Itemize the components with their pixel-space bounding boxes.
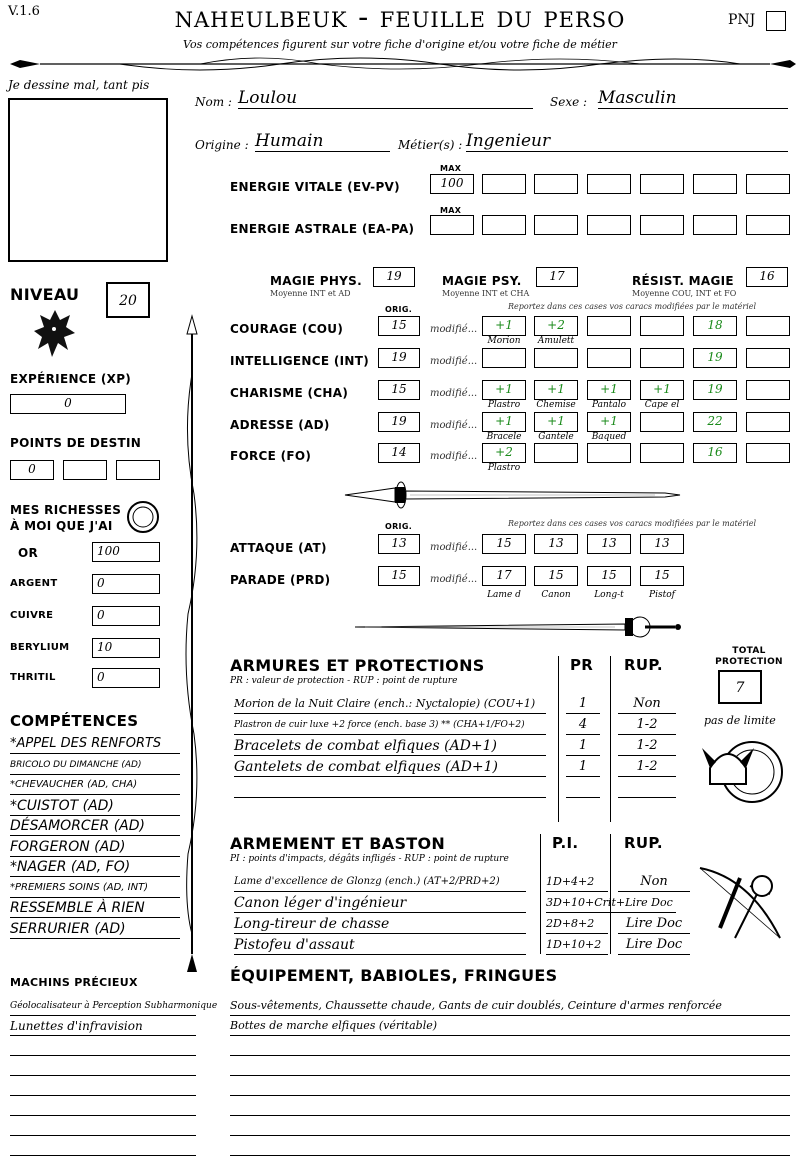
ea-box-1[interactable] [482,215,526,235]
carac-mod[interactable] [587,316,631,336]
carac-extra[interactable] [746,348,790,368]
max-label-ev: MAX [440,164,462,173]
modifie-label: modifié... [430,420,478,431]
skill-item[interactable]: BRICOLO DU DIMANCHE (AD) [10,755,180,775]
carac-mod-source: Morion [487,336,521,346]
machin-item[interactable] [10,1076,196,1096]
carac-label: ADRESSE (AD) [230,418,330,432]
portrait-box[interactable] [8,98,168,262]
carac-mod[interactable]: +1 [587,380,631,400]
magie-phys-note: Moyenne INT et AD [270,289,351,298]
skill-item[interactable]: RESSEMBLE À RIEN [10,898,180,918]
armure-name[interactable]: Gantelets de combat elfiques (AD+1) [234,757,546,777]
carac-mod[interactable] [640,412,684,432]
metier-label: Métier(s) : [398,138,463,152]
equipement-line[interactable] [230,1116,790,1136]
arme-rup[interactable]: Non [618,872,690,892]
armure-pr[interactable]: 1 [566,757,600,777]
origine-label: Origine : [195,138,249,152]
carac-orig[interactable]: 14 [378,443,420,463]
pas-de-limite: pas de limite [704,714,776,727]
carac-report-note: Reportez dans ces cases vos caracs modifiées par le matériel [508,302,757,311]
carac-mod-source: Baqued [591,432,627,442]
arme-rup[interactable]: Lire Doc [618,914,690,934]
arme-name[interactable]: Lame d'excellence de Glonzg (ench.) (AT+2/PRD+2) [234,872,526,892]
weapons-icon [690,858,790,948]
spear-ornament [0,52,800,78]
sexe-label: Sexe : [550,95,588,109]
carac-mod[interactable]: +1 [482,316,526,336]
carac-label: INTELLIGENCE (INT) [230,354,369,368]
ev-box-3[interactable] [587,174,631,194]
carac-label: COURAGE (COU) [230,322,344,336]
carac-mod-source: Chemise [536,400,576,410]
magie-phys-value[interactable]: 19 [373,267,415,287]
armure-name[interactable]: Bracelets de combat elfiques (AD+1) [234,736,546,756]
armement-divider-1 [540,834,541,954]
sexe-field[interactable]: Masculin [598,88,788,109]
sword-divider-icon [335,478,685,512]
total-protection-value[interactable]: 7 [718,670,762,704]
machin-item[interactable] [10,1136,196,1156]
arme-rup[interactable]: Lire Doc [618,935,690,955]
combat-orig[interactable]: 15 [378,566,420,586]
armures-divider-1 [558,656,559,822]
ea-box-5[interactable] [693,215,737,235]
carac-mod-source: Amulett [537,336,575,346]
xp-value[interactable]: 0 [10,394,126,414]
skill-item[interactable]: *NAGER (AD, FO) [10,857,180,877]
skill-item[interactable]: *CHEVAUCHER (AD, CHA) [10,775,180,795]
carac-mod[interactable] [534,443,578,463]
ea-box-6[interactable] [746,215,790,235]
richesses-label: MES RICHESSES À MOI QUE J'AI [10,503,122,533]
skill-item[interactable]: *CUISTOT (AD) [10,796,180,816]
carac-mod[interactable] [640,316,684,336]
sword-divider-2-icon [335,610,685,644]
magie-phys-label: MAGIE PHYS. [270,274,362,288]
arme-pi[interactable]: 3D+10+Crit+Lire Doc [546,893,676,913]
carac-final[interactable]: 22 [693,412,737,432]
armement-note: PI : points d'impacts, dégâts infligés - RUP : point de rupture [230,854,509,864]
machins-label: MACHINS PRÉCIEUX [10,976,138,989]
magie-psy-value[interactable]: 17 [536,267,578,287]
skill-item[interactable]: FORGERON (AD) [10,837,180,857]
combat-value[interactable]: 13 [587,534,631,554]
ea-label: ENERGIE ASTRALE (EA-PA) [230,222,415,236]
carac-final[interactable]: 19 [693,380,737,400]
niveau-label: NIVEAU [10,285,80,304]
sheet-title: naheulbeuk - feuille du perso [174,0,626,35]
carac-extra[interactable] [746,380,790,400]
carac-orig[interactable]: 19 [378,348,420,368]
max-label-ea: MAX [440,206,462,215]
armure-name[interactable]: Morion de la Nuit Claire (ench.: Nyctalopie) (COU+1) [234,694,546,714]
armure-pr[interactable] [566,778,600,798]
carac-mod-source: Pantalo [591,400,627,410]
weapon-column-label: Long-t [594,590,624,600]
armure-pr[interactable]: 1 [566,694,600,714]
modifie-label: modifié... [430,542,478,553]
magie-psy-label: MAGIE PSY. [442,274,522,288]
portrait-caption: Je dessine mal, tant pis [8,78,150,92]
machin-item[interactable] [10,1116,196,1136]
arme-pi[interactable]: 1D+10+2 [546,935,608,955]
armure-name[interactable]: Plastron de cuir luxe +2 force (ench. base 3) ** (CHA+1/FO+2) [234,715,546,735]
carac-final[interactable]: 16 [693,443,737,463]
carac-orig[interactable]: 15 [378,380,420,400]
money-label: ARGENT [10,578,58,589]
armure-rup[interactable]: Non [618,694,676,714]
nom-label: Nom : [195,95,232,109]
combat-label: ATTAQUE (AT) [230,541,327,555]
carac-orig[interactable]: 15 [378,316,420,336]
armures-note: PR : valeur de protection - RUP : point de rupture [230,676,458,686]
equipement-line[interactable]: Sous-vêtements, Chaussette chaude, Gants de cuir doublés, Ceinture d'armes renforcée [230,996,790,1016]
carac-orig-label: ORIG. [385,305,413,314]
carac-orig[interactable]: 19 [378,412,420,432]
armement-title: ARMEMENT ET BASTON [230,834,446,853]
arme-name[interactable]: Long-tireur de chasse [234,914,526,934]
pnj-label: PNJ [728,12,756,28]
carac-mod[interactable]: +1 [640,380,684,400]
destin-box-1[interactable]: 0 [10,460,54,480]
carac-mod-source: Bracele [486,432,522,442]
armure-name[interactable] [234,778,546,798]
money-label: BERYLIUM [10,642,70,653]
carac-mod[interactable]: +1 [534,412,578,432]
money-label: OR [18,546,39,560]
armure-rup[interactable]: 1-2 [618,736,676,756]
skill-item[interactable]: *PREMIERS SOINS (AD, INT) [10,878,180,898]
armement-pi-label: P.I. [552,834,579,852]
carac-mod[interactable] [482,348,526,368]
competences-label: COMPÉTENCES [10,712,139,730]
armures-title: ARMURES ET PROTECTIONS [230,656,485,675]
armure-rup[interactable] [618,778,676,798]
ea-box-2[interactable] [534,215,578,235]
ev-box-5[interactable] [693,174,737,194]
modifie-label: modifié... [430,324,478,335]
money-label: CUIVRE [10,610,54,621]
ev-box-4[interactable] [640,174,684,194]
carac-mod-source: Plastro [487,400,521,410]
combat-label: PARADE (PRD) [230,573,331,587]
weapon-column-label: Lame d [487,590,521,600]
money-value[interactable]: 100 [92,542,160,562]
carac-mod[interactable]: +2 [482,443,526,463]
coin-icon [126,500,160,534]
combat-value[interactable]: 15 [534,566,578,586]
skill-item[interactable]: DÉSAMORCER (AD) [10,816,180,836]
spear-vertical-icon [180,314,204,974]
dragon-icon [30,305,80,365]
ev-box-1[interactable] [482,174,526,194]
carac-mod[interactable]: +1 [587,412,631,432]
armement-rup-label: RUP. [624,834,663,852]
version: V.1.6 [8,4,40,19]
arme-pi[interactable]: 2D+8+2 [546,914,608,934]
modifie-label: modifié... [430,356,478,367]
carac-mod-source: Gantele [538,432,574,442]
destin-box-2[interactable] [63,460,107,480]
carac-mod[interactable] [587,443,631,463]
equipement-line[interactable] [230,1096,790,1116]
ev-label: ENERGIE VITALE (EV-PV) [230,180,400,194]
armure-rup[interactable]: 1-2 [618,757,676,777]
origine-field[interactable]: Humain [255,131,390,152]
carac-mod[interactable] [587,348,631,368]
total-protection-label: TOTAL PROTECTION [715,646,783,667]
machin-item[interactable] [10,1096,196,1116]
helmet-shield-icon [700,728,790,812]
ea-box-4[interactable] [640,215,684,235]
resist-magie-value[interactable]: 16 [746,267,788,287]
arme-name[interactable]: Canon léger d'ingénieur [234,893,526,913]
carac-mod[interactable] [640,443,684,463]
combat-orig[interactable]: 13 [378,534,420,554]
carac-extra[interactable] [746,443,790,463]
combat-value[interactable]: 15 [482,534,526,554]
arme-pi[interactable]: 1D+4+2 [546,872,608,892]
armure-pr[interactable]: 4 [566,715,600,735]
money-value[interactable]: 0 [92,668,160,688]
equipement-line[interactable] [230,1076,790,1096]
combat-value[interactable]: 15 [640,566,684,586]
machin-item[interactable] [10,1036,196,1056]
carac-extra[interactable] [746,412,790,432]
machin-item[interactable]: Géolocalisateur à Perception Subharmonique [10,996,196,1016]
carac-final[interactable]: 19 [693,348,737,368]
ea-box-3[interactable] [587,215,631,235]
carac-label: FORCE (FO) [230,449,312,463]
equipement-line[interactable] [230,1036,790,1056]
arme-name[interactable]: Pistofeu d'assaut [234,935,526,955]
money-label: THRITIL [10,672,56,683]
ev-box-2[interactable] [534,174,578,194]
money-value[interactable]: 0 [92,574,160,594]
modifie-label: modifié... [430,388,478,399]
money-value[interactable]: 0 [92,606,160,626]
metier-field[interactable]: Ingenieur [466,131,788,152]
equipement-line[interactable]: Bottes de marche elfiques (véritable) [230,1016,790,1036]
combat-value[interactable]: 13 [640,534,684,554]
sheet-subtitle: Vos compétences figurent sur votre fiche d'origine et/ou votre fiche de métier [183,38,617,51]
carac-extra[interactable] [746,316,790,336]
equipement-title: ÉQUIPEMENT, BABIOLES, FRINGUES [230,966,558,985]
combat-value[interactable]: 17 [482,566,526,586]
armures-rup-label: RUP. [624,656,663,674]
carac-mod[interactable]: +1 [534,380,578,400]
carac-mod-source: Cape el [644,400,680,410]
resist-magie-note: Moyenne COU, INT et FO [632,289,737,298]
destin-box-3[interactable] [116,460,160,480]
weapon-column-label: Pistof [649,590,675,600]
armure-pr[interactable]: 1 [566,736,600,756]
carac-mod[interactable]: +1 [482,380,526,400]
equipement-line[interactable] [230,1056,790,1076]
combat-value[interactable]: 15 [587,566,631,586]
ea-max-box[interactable] [430,215,474,235]
carac-mod-source: Plastro [487,463,521,473]
armure-rup[interactable]: 1-2 [618,715,676,735]
machin-item[interactable] [10,1056,196,1076]
carac-mod[interactable]: +2 [534,316,578,336]
destin-label: POINTS DE DESTIN [10,436,142,450]
machin-item[interactable]: Lunettes d'infravision [10,1016,196,1036]
combat-orig-label: ORIG. [385,522,413,531]
modifie-label: modifié... [430,574,478,585]
carac-mod[interactable]: +1 [482,412,526,432]
ev-box-6[interactable] [746,174,790,194]
resist-magie-label: RÉSIST. MAGIE [632,274,734,288]
armures-pr-label: PR [570,656,594,674]
carac-final[interactable]: 18 [693,316,737,336]
ev-max-box[interactable]: 100 [430,174,474,194]
equipement-line[interactable] [230,1136,790,1156]
niveau-value[interactable]: 20 [106,282,150,318]
pnj-checkbox[interactable] [766,11,786,31]
skill-item[interactable]: SERRURIER (AD) [10,919,180,939]
combat-value[interactable]: 13 [534,534,578,554]
money-value[interactable]: 10 [92,638,160,658]
skill-item[interactable]: *APPEL DES RENFORTS [10,734,180,754]
carac-mod[interactable] [534,348,578,368]
weapon-column-label: Canon [541,590,571,600]
xp-label: EXPÉRIENCE (XP) [10,372,132,386]
carac-label: CHARISME (CHA) [230,386,349,400]
nom-field[interactable]: Loulou [238,88,533,109]
modifie-label: modifié... [430,451,478,462]
magie-psy-note: Moyenne INT et CHA [442,289,530,298]
armures-divider-2 [610,656,611,822]
carac-mod[interactable] [640,348,684,368]
combat-report-note: Reportez dans ces cases vos caracs modifiées par le matériel [508,519,757,528]
